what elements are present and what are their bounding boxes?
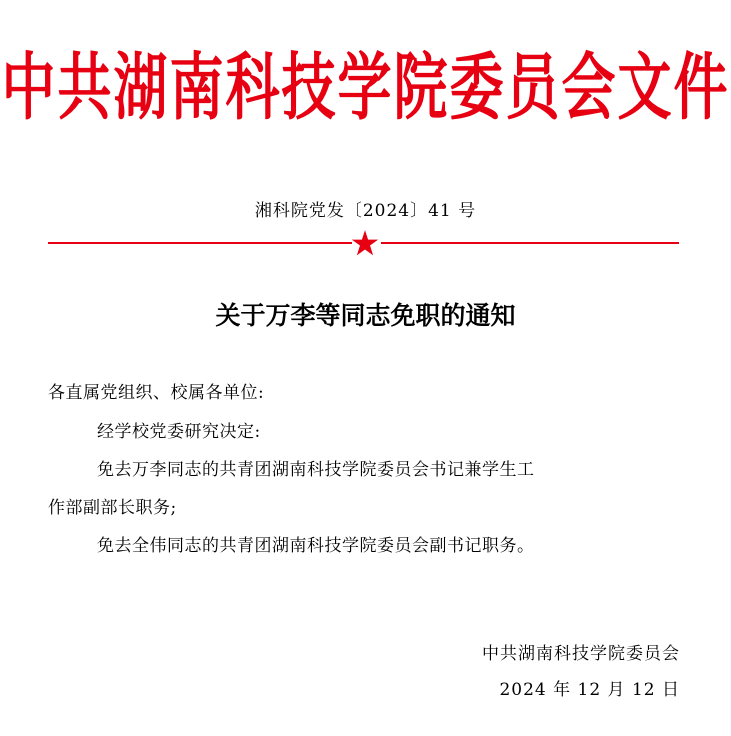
document-number: 湘科院党发〔2024〕41 号 xyxy=(254,201,477,221)
body-paragraph: 免去全伟同志的共青团湖南科技学院委员会副书记职务。 xyxy=(97,536,535,556)
body-paragraph-continuation: 作部副部长职务; xyxy=(48,498,177,518)
red-divider-right xyxy=(381,242,679,244)
red-star-icon xyxy=(351,229,379,257)
issue-date: 2024 年 12 月 12 日 xyxy=(499,680,680,700)
addressee-line: 各直属党组织、校属各单位: xyxy=(48,383,265,403)
notice-title: 关于万李等同志免职的通知 xyxy=(215,301,516,330)
red-divider-left xyxy=(48,242,352,244)
document-masthead: 中共湖南科技学院委员会文件 xyxy=(1,44,730,130)
body-paragraph: 经学校党委研究决定: xyxy=(97,422,261,442)
issuer-signature: 中共湖南科技学院委员会 xyxy=(482,644,680,664)
body-paragraph: 免去万李同志的共青团湖南科技学院委员会书记兼学生工 xyxy=(97,460,535,480)
